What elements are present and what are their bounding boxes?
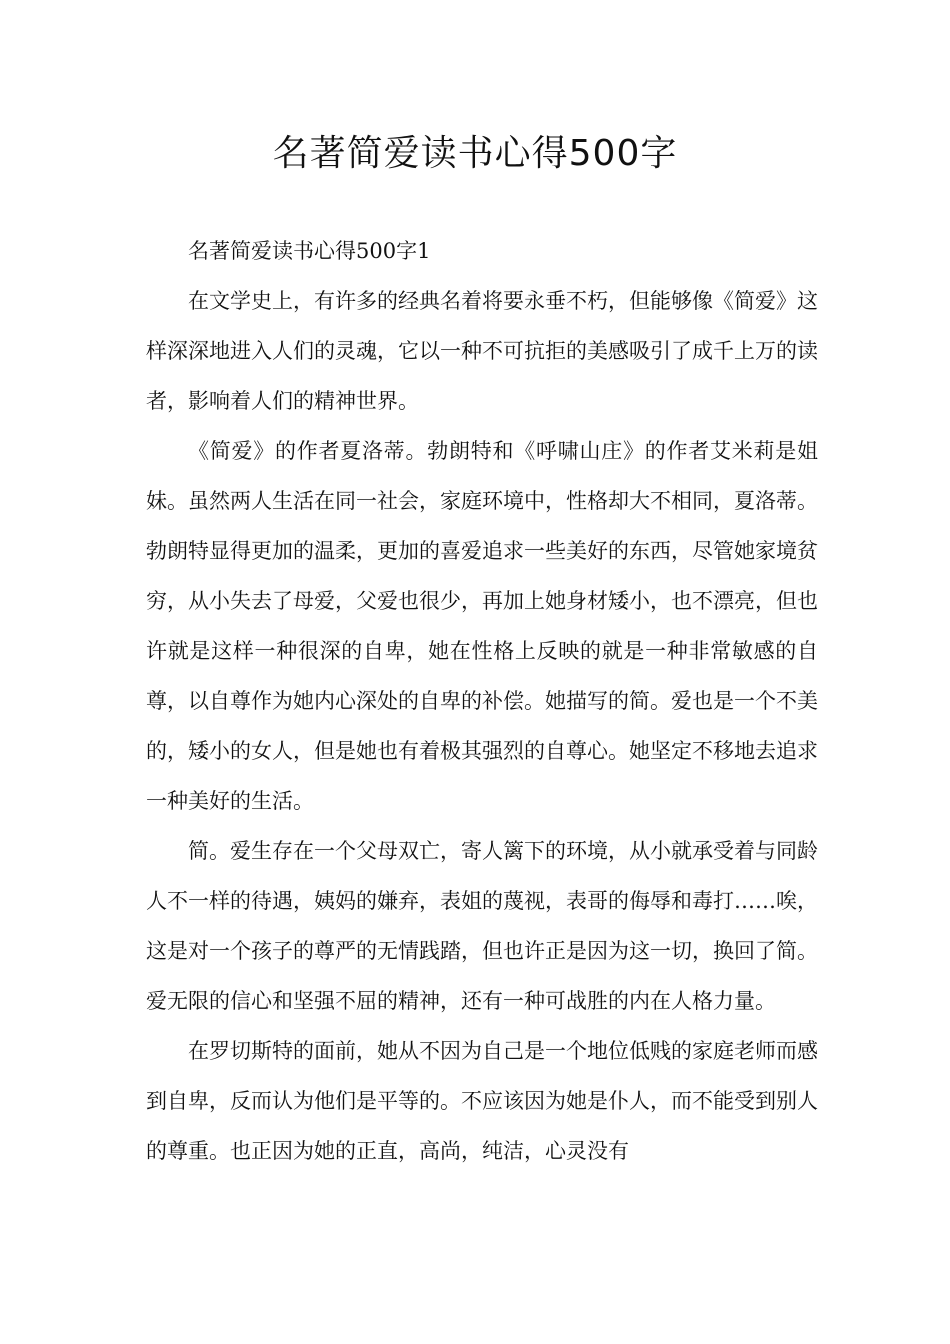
document-body <box>146 226 818 1176</box>
paragraph-2: 《简爱》的作者夏洛蒂。勃朗特和《呼啸山庄》的作者艾米莉是姐妹。虽然两人生活在同一社会，家庭环境中，性格却大不相同，夏洛蒂。勃朗特显得更加的温柔，更加的喜爱追求一些美好的东西，尽管她家境贫穷，从小失去了母爱，父爱也很少，再加上她身材矮小，也不漂亮，但也许就是这样一种很深的自卑，她在性格上反映的就是一种非常敏感的自尊，以自尊作为她内心深处的自卑的补偿。她描写的简。爱也是一个不美的，矮小的女人，但是她也有着极其强烈的自尊心。她坚定不移地去追求一种美好的生活。 <box>146 439 818 813</box>
paragraph-4: 在罗切斯特的面前，她从不因为自己是一个地位低贱的家庭老师而感到自卑，反而认为他们是平等的。不应该因为她是仆人，而不能受到别人的尊重。也正因为她的正直，高尚，纯洁，心灵没有 <box>146 1039 818 1163</box>
paragraph-3: 简。爱生存在一个父母双亡，寄人篱下的环境，从小就承受着与同龄人不一样的待遇，姨妈的嫌弃，表姐的蔑视，表哥的侮辱和毒打……唉，这是对一个孩子的尊严的无情践踏，但也许正是因为这一切，换回了简。爱无限的信心和坚强不屈的精神，还有一种可战胜的内在人格力量。 <box>146 839 818 1013</box>
section-heading: 名著简爱读书心得500字1 <box>188 239 431 263</box>
document-title: 名著简爱读书心得500字 <box>272 133 678 174</box>
paragraph-1: 在文学史上，有许多的经典名着将要永垂不朽，但能够像《简爱》这样深深地进入人们的灵魂，它以一种不可抗拒的美感吸引了成千上万的读者，影响着人们的精神世界。 <box>146 289 818 413</box>
